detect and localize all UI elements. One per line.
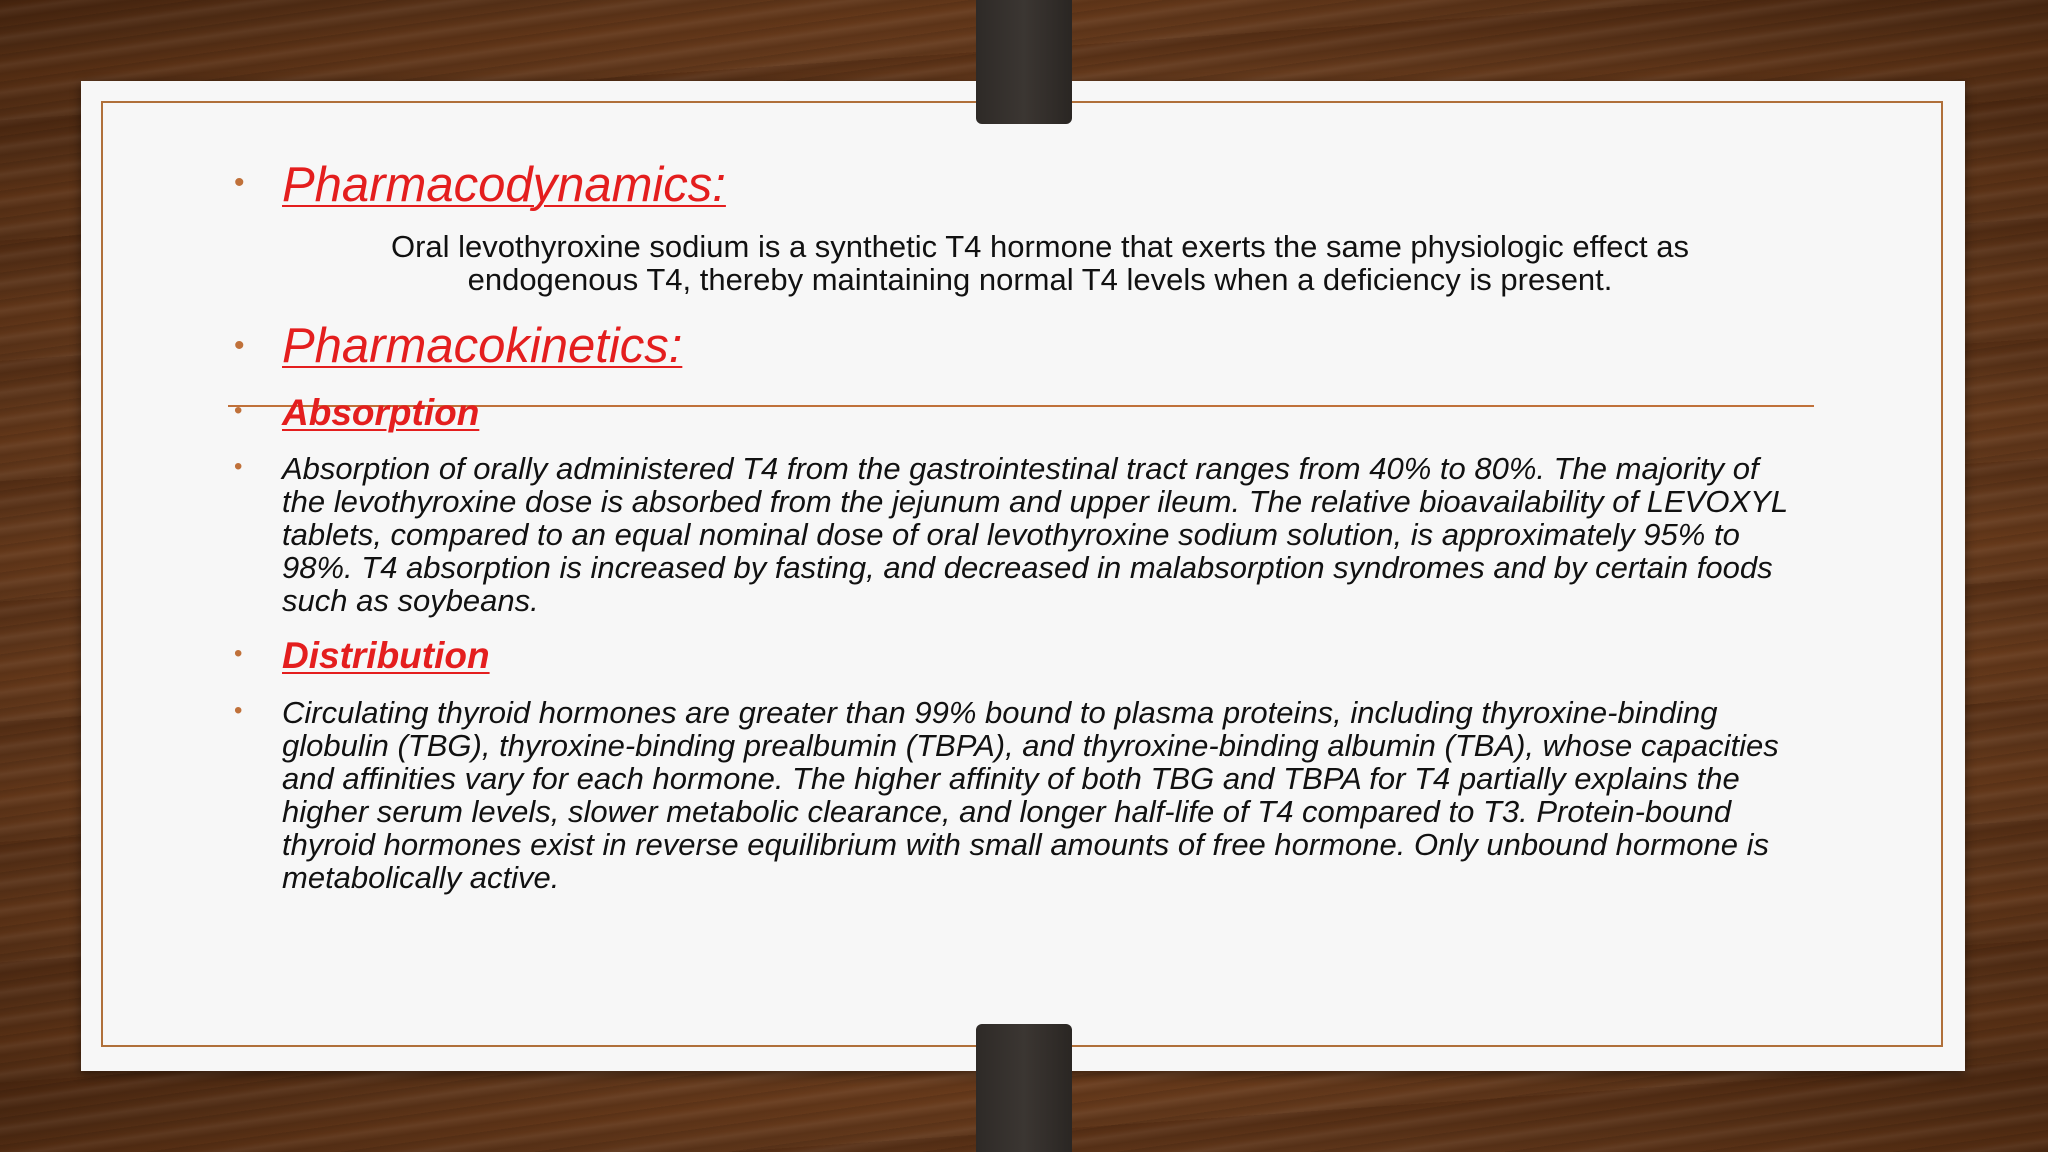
bullet-icon: • (234, 697, 243, 724)
bottom-binder-clip (976, 1024, 1072, 1152)
pharmacodynamics-line-2: endogenous T4, thereby maintaining normal T4 levels when a deficiency is present. (467, 262, 1613, 297)
bullet-icon: • (234, 640, 243, 667)
bullet-icon: • (234, 166, 245, 199)
absorption-body: Absorption of orally administered T4 from the gastrointestinal tract ranges from 40% to 80%. The majority of the levothyroxine dose is absorbed from the jejunum and upper ileum. The relative bioavailability of LEVOXYL tablets, compared to an equal nominal dose of oral levothyroxine sodium solution, is approximately 95% to 98%. T4 absorption is increased by fasting, and decreased in malabsorption syndromes and by certain foods such as soybeans. (282, 451, 1788, 618)
bullet-icon: • (234, 453, 243, 480)
top-binder-clip (976, 0, 1072, 124)
distribution-body: Circulating thyroid hormones are greater than 99% bound to plasma proteins, including thyroxine-binding globulin (TBG), thyroxine-binding prealbumin (TBPA), and thyroxine-binding albumin (TBA), whose capacities and affinities vary for each hormone. The higher affinity of both TBG and TBPA for T4 partially explains the higher serum levels, slower metabolic clearance, and longer half-life of T4 compared to T3. Protein-bound thyroid hormones exist in reverse equilibrium with small amounts of free hormone. Only unbound hormone is metabolically active. (282, 695, 1779, 895)
pharmacokinetics-heading: Pharmacokinetics: (282, 319, 683, 373)
absorption-heading: Absorption (282, 392, 480, 433)
pharmacodynamics-heading: Pharmacodynamics: (282, 158, 726, 212)
pharmacodynamics-line-1: Oral levothyroxine sodium is a synthetic T4 hormone that exerts the same physiologic effect as (390, 229, 1690, 264)
bullet-icon: • (234, 329, 245, 362)
distribution-heading: Distribution (282, 635, 490, 676)
bullet-icon: • (234, 397, 243, 424)
pharmacodynamics-body (300, 230, 1780, 296)
